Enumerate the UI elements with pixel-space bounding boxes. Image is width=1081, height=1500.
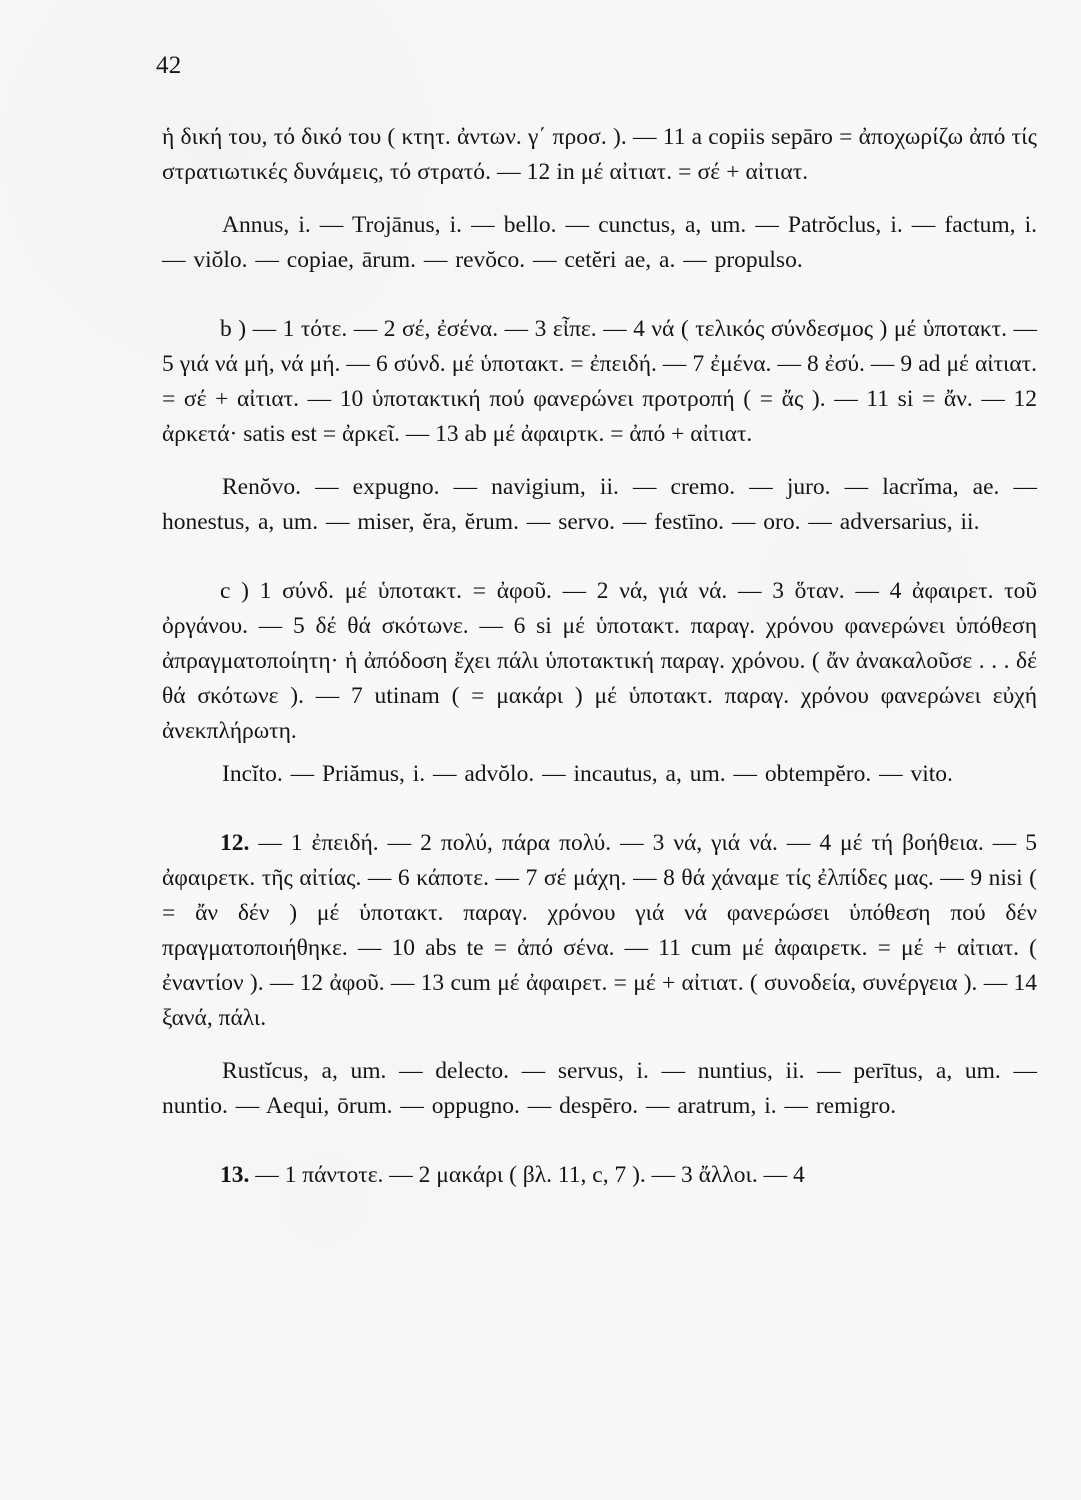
page-number: 42 — [156, 52, 182, 79]
paragraph-p5: c ) 1 σύνδ. μέ ὑποτακτ. = ἀφοῦ. — 2 νά, γιά νά. — 3 ὅταν. — 4 ἀφαιρετ. τοῦ ὀργάνου. — 5 δέ θά σκότωνε. — 6 si μέ ὑποτακτ. παραγ. χρόνου φανερώνει ὑπόθεση ἀπραγματοποίητη· ἡ ἀπόδοση ἔχει πάλι ὑποτακτική παραγ. χρόνου. ( ἄν ἀνακαλοῦσε . . . δέ θά σκότωνε ). — 7 utinam ( = μακάρι ) μέ ὑποτακτ. παραγ. χρόνου φανερώνει εὐχή ἀνεκπλήρωτη. — [162, 578, 1037, 744]
paragraph-p3: b ) — 1 τότε. — 2 σέ, ἐσένα. — 3 εἶπε. — 4 νά ( τελικός σύνδεσμος ) μέ ὑποτακτ. — 5 γιά νά μή, νά μή. — 6 σύνδ. μέ ὑποτακτ. = ἐπειδή. — 7 ἐμένα. — 8 ἐσύ. — 9 ad μέ αἰτιατ. = σέ + αἰτιατ. — 10 ὑποτακτική πού φανερώνει προτροπή ( = ἄς ). — 11 si = ἄν. — 12 ἀρκετά· satis est = ἀρκεῖ. — 13 ab μέ ἀφαιρτκ. = ἀπό + αἰτιατ. — [162, 316, 1037, 447]
section-label-12: 12. — [220, 830, 250, 856]
paragraph-p4: Renŏvo. — expugno. — navigium, ii. — cremo. — juro. — lacrĭma, ae. — honestus, a, um. — miser, ĕra, ĕrum. — servo. — festīno. — oro. — adversarius, ii. — [162, 474, 1037, 535]
section-label-13: 13. — [220, 1162, 250, 1188]
paragraph-p7 — [162, 826, 1037, 1036]
paragraph-p9 — [162, 1158, 1037, 1193]
paragraph-p6: Incĭto. — Priămus, i. — advŏlo. — incautus, a, um. — obtempĕro. — vito. — [222, 761, 953, 787]
paragraph-p8: Rustĭcus, a, um. — delecto. — servus, i. — nuntius, ii. — perītus, a, um. — nuntio. — Aequi, ōrum. — oppugno. — despēro. — aratrum, i. — remigro. — [162, 1058, 1037, 1119]
paragraph-p2: Annus, i. — Trojānus, i. — bello. — cunctus, a, um. — Patrŏclus, i. — factum, i. — viŏlo. — copiae, ārum. — revŏco. — cetĕri ae, a. — propulso. — [162, 212, 1037, 273]
paragraph-p1: ἡ δική του, τό δικό του ( κτητ. ἀντων. γ΄ προσ. ). — 11 a copiis sepāro = ἀποχωρίζω ἀπό τίς στρατιωτικές δυνάμεις, τό στρατό. — 12 in μέ αἰτιατ. = σέ + αἰτιατ. — [162, 124, 1037, 185]
section-text-13: — 1 πάντοτε. — 2 μακάρι ( βλ. 11, c, 7 ). — 3 ἄλλοι. — 4 — [249, 1162, 805, 1188]
section-text-12: — 1 ἐπειδή. — 2 πολύ, πάρα πολύ. — 3 νά, γιά νά. — 4 μέ τή βοήθεια. — 5 ἀφαιρετκ. τῆς αἰτίας. — 6 κάποτε. — 7 σέ μάχη. — 8 θά χάναμε τίς ἐλπίδες μας. — 9 nisi ( = ἄν δέν ) μέ ὑποτακτ. παραγ. χρόνου γιά νά φανερώσει ὑπόθεση πού δέν πραγματοποιήθηκε. — 10 abs te = ἀπό σένα. — 11 cum μέ ἀφαιρετκ. = μέ + αἰτιατ. ( ἐναντίον ). — 12 ἀφοῦ. — 13 cum μέ ἀφαιρετ. = μέ + αἰτιατ. ( συνοδεία, συνέργεια ). — 14 ξανά, πάλι. — [162, 830, 1037, 1031]
page-content — [162, 120, 1037, 1193]
